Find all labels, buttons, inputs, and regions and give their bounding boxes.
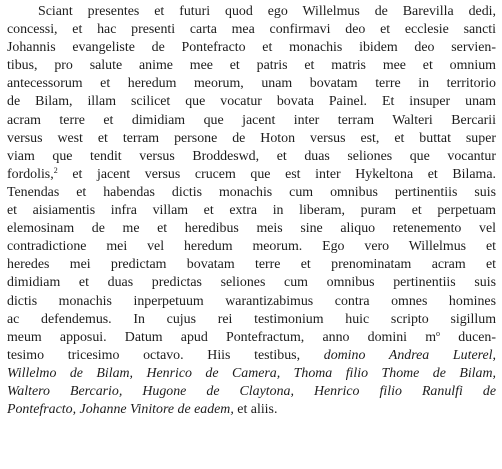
- text-line: [7, 112, 496, 130]
- text-line: [7, 93, 496, 111]
- text-segment: viam que tendit versus Broddeswd, et duas seliones que vocantur: [7, 148, 496, 164]
- text-segment: et aisiamentis infra villam et extra in liberam, puram et perpetuam: [7, 203, 496, 219]
- text-segment: dictis monachis inperpetuum warantizabimus contra omnes homines: [7, 293, 496, 309]
- text-segment: Tenendas et habendas dictis monachis cum omnibus pertinentiis suis: [7, 184, 496, 200]
- superscript: 2: [53, 165, 58, 175]
- text-line: [7, 184, 496, 202]
- text-line: [7, 401, 496, 419]
- text-line: [7, 347, 496, 365]
- text-segment: heredes mei predictam bovatam terre et prenominatam acram et: [7, 257, 496, 273]
- text-segment: concessi, et hac presenti carta mea confirmavi deo et ecclesie sancti: [7, 22, 496, 38]
- text-segment: antecessorum et heredum meorum, unam bovatam terre in territorio: [7, 76, 496, 92]
- text-segment: tibus, pro salute anime mee et patris et matris mee et omnium: [7, 58, 496, 74]
- text-line: [7, 130, 496, 148]
- text-line: [7, 148, 496, 166]
- text-segment: Sciant presentes et futuri quod ego Willelmus de Barevilla dedi,: [38, 4, 496, 19]
- italic-text: Pontefracto, Johanne Vinitore de eadem,: [7, 402, 234, 418]
- text-segment: et aliis.: [233, 402, 278, 418]
- text-line: [7, 274, 496, 292]
- superscript: o: [436, 328, 441, 338]
- text-line: [7, 39, 496, 57]
- text-line: [7, 57, 496, 75]
- text-segment: de Bilam, illam scilicet que vocatur bovata Painel. Et insuper unam: [7, 94, 496, 110]
- text-segment: tesimo tricesimo octavo. Hiis testibus,: [7, 347, 324, 363]
- text-segment: ducen-: [440, 329, 496, 345]
- text-line: [7, 365, 496, 383]
- italic-text: Waltero Bercario, Hugone de Claytona, Henrico filio Ranulfi de: [7, 383, 496, 399]
- text-line: [7, 256, 496, 274]
- text-line: [7, 21, 496, 39]
- text-line: [7, 311, 496, 329]
- text-line: [7, 329, 496, 347]
- italic-text: domino Andrea Luterel,: [323, 347, 497, 363]
- text-segment: elemosinam de me et heredibus meis sine aliquo retenemento vel: [7, 221, 496, 237]
- text-segment: contradictione mei vel heredum meorum. Ego vero Willelmus et: [7, 239, 496, 255]
- text-line: [7, 383, 496, 401]
- text-line: [7, 166, 496, 184]
- text-line: [7, 238, 496, 256]
- text-segment: Johannis evangeliste de Pontefracto et monachis ibidem deo servien-: [7, 40, 496, 56]
- text-segment: dimidiam et duas predictas seliones cum omnibus pertinentiis suis: [7, 275, 496, 291]
- text-segment: versus west et terram persone de Hoton versus est, et buttat super: [7, 130, 496, 146]
- italic-text: Willelmo de Bilam, Henrico de Camera, Thoma filio Thome de Bilam,: [7, 365, 496, 381]
- text-segment: et jacent versus crucem que est inter Hykeltona et Bilama.: [57, 166, 496, 182]
- text-line: [7, 220, 496, 238]
- text-segment: meum apposui. Datum apud Pontefractum, anno domini m: [7, 329, 437, 345]
- text-segment: acram terre et dimidiam que jacent inter terram Walteri Bercarii: [7, 112, 496, 128]
- text-segment: fordolis,: [7, 166, 54, 182]
- text-line: [7, 3, 496, 21]
- text-line: [7, 202, 496, 220]
- text-line: [7, 75, 496, 93]
- text-segment: ac defendemus. In cujus rei testimonium huic scripto sigillum: [7, 311, 496, 327]
- text-line: [7, 293, 496, 311]
